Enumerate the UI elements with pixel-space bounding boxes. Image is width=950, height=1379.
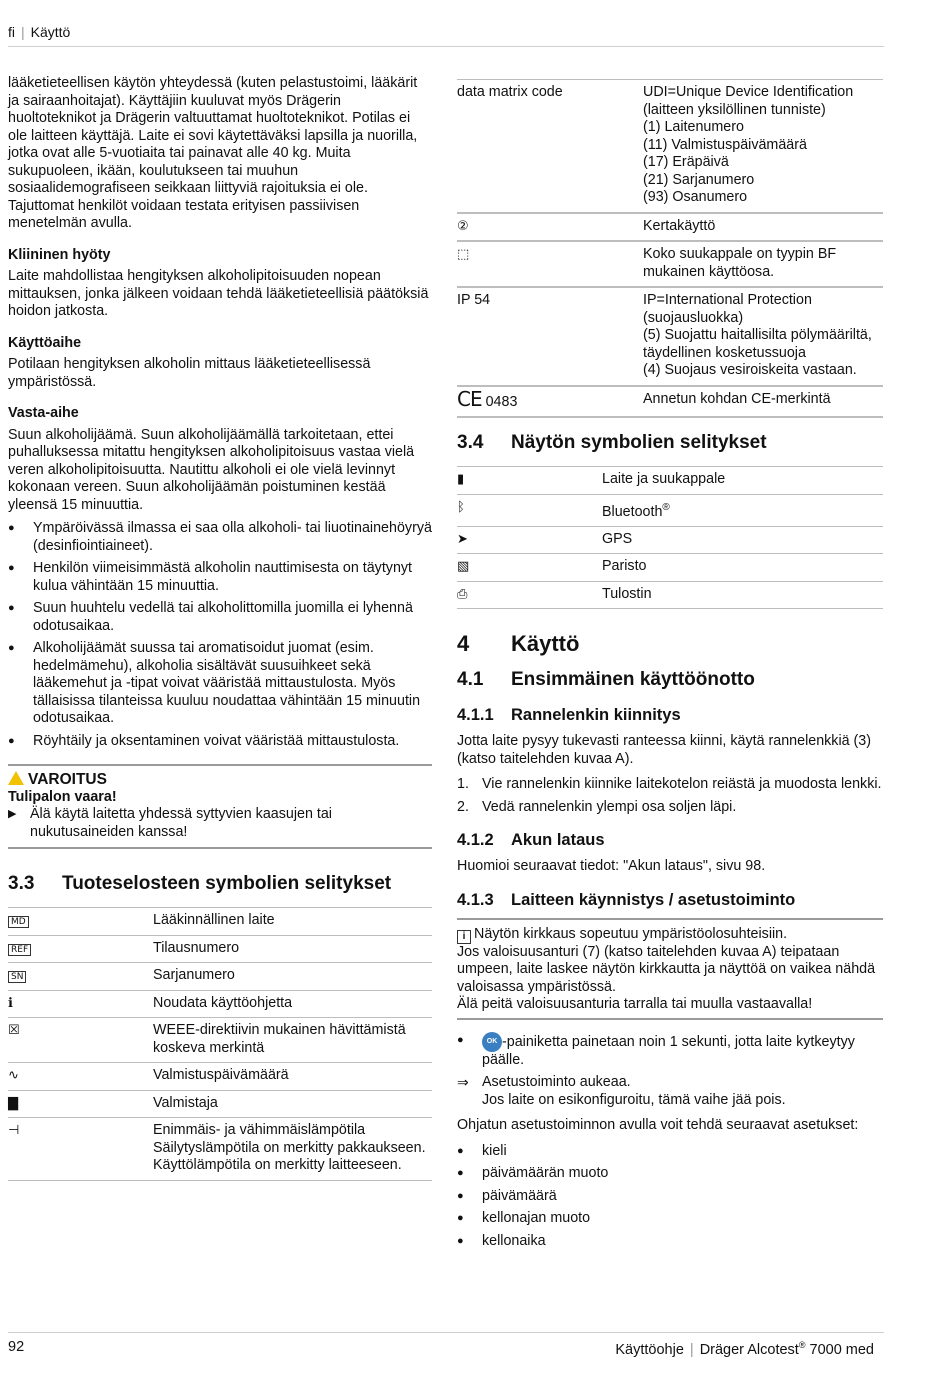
manufacture-date-icon: ∿: [8, 1068, 19, 1083]
list-item: ● Henkilön viimeisimmästä alkoholin nauttimisesta on täytynyt kulua vähintään 15 minuuttia.: [8, 560, 432, 595]
symbol-description: IP=International Protection (suojausluokka) (5) Suojattu haitallisilta pölymääriltä, täydellinen kosketussuoja (4) Suojaus vesiroiskeita vastaan.: [643, 287, 883, 386]
symbol-description: Laite ja suukappale: [602, 467, 883, 495]
result-item: ⇒ Asetustoiminto aukeaa. Jos laite on esikonfiguroitu, tämä vaihe jää pois.: [457, 1074, 883, 1109]
ce-mark: [457, 386, 643, 418]
table-row: [457, 581, 883, 609]
type-bf-icon: ⬚: [457, 247, 470, 262]
manufacturer-icon: ▇: [8, 1095, 18, 1111]
section-4-1-3-heading: 4.1.3 Laitteen käynnistys / asetustoiminto: [457, 890, 796, 909]
warning-action: ▶ Älä käytä laitetta yhdessä syttyvien kaasujen tai nukutusaineiden kanssa!: [8, 806, 432, 841]
wrist-strap-steps: [457, 776, 883, 816]
list-item: ● Röyhtäily ja oksentaminen voivat vääristää mittaustulosta.: [8, 733, 432, 751]
table-row: [457, 494, 883, 526]
right-column: [457, 79, 883, 1255]
list-item: 2. Vedä rannelenkin ylempi osa soljen läpi.: [457, 798, 737, 815]
symbol-description: GPS: [602, 526, 883, 554]
display-symbols-table: [457, 466, 883, 609]
settings-list: [457, 1143, 883, 1251]
ce-mark-icon: CE: [457, 386, 482, 411]
battery-charging-reference: Huomioi seuraavat tiedot: "Akun lataus", sivu 98.: [457, 858, 766, 875]
ce-notified-body-number: 0483: [485, 393, 518, 410]
section-4-heading: 4 Käyttö: [457, 631, 580, 657]
symbol-description: Koko suukappale on tyypin BF mukainen käyttöosa.: [643, 241, 883, 287]
ip-rating-label: IP 54: [457, 287, 643, 386]
table-row: [457, 241, 883, 287]
sn-icon: SN: [8, 971, 26, 983]
symbol-description: Tulostin: [602, 581, 883, 609]
settings-intro: Ohjatun asetustoiminnon avulla voit tehdä seuraavat asetukset:: [457, 1117, 859, 1134]
warning-box: [8, 764, 432, 849]
symbol-description: Lääkinnällinen laite: [153, 908, 432, 936]
temperature-limit-icon: ⊣: [8, 1123, 20, 1138]
footer-divider: [8, 1332, 884, 1333]
symbol-description: WEEE-direktiivin mukainen hävittämistä koskeva merkintä: [153, 1018, 432, 1063]
table-row: [457, 467, 883, 495]
symbol-description: Sarjanumero: [153, 963, 432, 991]
ok-button-icon: OK: [482, 1032, 502, 1052]
indication-heading: Käyttöaihe: [8, 334, 82, 351]
symbol-description: Kertakäyttö: [643, 213, 883, 242]
symbol-description: Noudata käyttöohjetta: [153, 990, 432, 1018]
footer-document-title: Käyttöohje | Dräger Alcotest® 7000 med: [615, 1340, 874, 1358]
page-number: 92: [8, 1339, 25, 1355]
section-3-3-heading: 3.3 Tuoteselosteen symbolien selitykset: [8, 873, 392, 894]
section-4-1-1-heading: 4.1.1 Rannelenkin kiinnitys: [457, 706, 681, 725]
list-item: ● Suun huuhtelu vedellä tai alkoholittomilla juomilla ei lyhennä odotusaikaa.: [8, 600, 432, 635]
clinical-benefit-text: Laite mahdollistaa hengityksen alkoholipitoisuuden nopean mittauksen, jonka jälkeen voidaan tehdä lääketieteellisiä päätöksiä hoidon jatkosta.: [8, 268, 429, 319]
symbol-description: Valmistaja: [153, 1090, 432, 1118]
symbol-description: Enimmäis- ja vähimmäislämpötila Säilytyslämpötila on merkitty pakkaukseen. Käyttölämpötila on merkitty laitteeseen.: [153, 1118, 432, 1181]
list-item: ● päivämäärän muoto: [457, 1165, 883, 1183]
battery-icon: ▧: [457, 559, 470, 575]
symbol-description: Annetun kohdan CE-merkintä: [643, 386, 883, 418]
md-icon: MD: [8, 916, 29, 928]
warning-triangle-icon: [8, 771, 24, 785]
symbol-description: Bluetooth®: [602, 494, 883, 526]
table-row: [8, 1090, 432, 1118]
table-row: [8, 1063, 432, 1091]
symbol-description: UDI=Unique Device Identification (laitteen yksilöllinen tunniste) (1) Laitenumero (11) Valmistuspäivämäärä (17) Eräpäivä (21) Sarjanumero (93) Osanumero: [643, 80, 883, 213]
label-symbols-table: [8, 907, 432, 1181]
list-item: ● Ympäröivässä ilmassa ei saa olla alkoholi- tai liuotinainehöyryä (desinfiointiaineet).: [8, 520, 432, 555]
table-row: [8, 1018, 432, 1063]
wrist-strap-text: Jotta laite pysyy tukevasti ranteessa kiinni, käytä rannelenkkiä (3) (katso taitelehden kuvaa A).: [457, 733, 872, 767]
info-box: [457, 918, 883, 1020]
ref-icon: REF: [8, 944, 31, 956]
section-4-1-2-heading: 4.1.2 Akun lataus: [457, 831, 605, 850]
list-item: ● kieli: [457, 1143, 883, 1161]
left-column: [8, 75, 432, 1181]
section-3-4-heading: 3.4 Näytön symbolien selitykset: [457, 432, 767, 453]
table-row: [8, 1118, 432, 1181]
table-row: [457, 554, 883, 582]
indication-text: Potilaan hengityksen alkoholin mittaus lääketieteellisessä ympäristössä.: [8, 356, 371, 390]
gps-icon: ➤: [457, 531, 468, 547]
list-item: ● Alkoholijäämät suussa tai aromatisoidut juomat (esim. hedelmämehu), alkoholia sisältävät suusuihkeet sekä lääkemehut ja -tipat voivat vääristää mittaustulosta. Myös tällaisissa tilanteissa kuuluu noudattaa vähintään 15 minuutin odotusaikaa.: [8, 640, 432, 728]
list-item: ● päivämäärä: [457, 1188, 883, 1206]
device-mouthpiece-icon: ▮: [457, 472, 465, 487]
table-row: [8, 963, 432, 991]
section-4-1-heading: 4.1 Ensimmäinen käyttöönotto: [457, 669, 755, 691]
header-section: Käyttö: [30, 24, 71, 40]
warning-subtitle: Tulipalon vaara!: [8, 788, 117, 805]
list-item: ● kellonaika: [457, 1233, 883, 1251]
list-item: ● OK -painiketta painetaan noin 1 sekunti, jotta laite kytkeytyy päälle.: [457, 1032, 883, 1070]
header-language: fi: [8, 24, 15, 40]
info-icon: i: [457, 930, 471, 944]
symbol-description: Valmistuspäivämäärä: [153, 1063, 432, 1091]
table-row: [457, 213, 883, 242]
table-row: [8, 990, 432, 1018]
warning-title: VAROITUS: [8, 770, 432, 789]
table-row: [457, 80, 883, 213]
running-header: fi | Käyttö: [8, 24, 71, 40]
contraindication-heading: Vasta-aihe: [8, 405, 79, 421]
table-row: [8, 935, 432, 963]
printer-icon: ⎙: [457, 586, 468, 602]
contraindication-text: Suun alkoholijäämä. Suun alkoholijäämällä tarkoitetaan, ettei puhalluksessa mitattu hengityksen alkoholipitoisuus vastaa vielä veren alkoholipitoisuutta. Nautittu alkoholi ei ole vielä levinnyt kokonaan vereen. Suun alkoholijäämän poistuminen kestää yleensä 15 minuuttia.: [8, 426, 415, 513]
info-text: Jos valoisuusanturi (7) (katso taitelehden kuvaa A) teipataan umpeen, laite laskee näytön kirkkautta ja näyttöä on vaikea nähdä valoisassa ympäristössä.: [457, 943, 876, 995]
info-warning: Älä peitä valoisuusanturia tarralla tai muulla vastaavalla!: [457, 996, 813, 1013]
label-symbols-table-continued: [457, 79, 883, 418]
table-row: [457, 526, 883, 554]
list-item: 1. Vie rannelenkin kiinnike laitekotelon reiästä ja muodosta lenkki.: [457, 776, 882, 793]
startup-steps: [457, 1032, 883, 1110]
clinical-benefit-heading: Kliininen hyöty: [8, 246, 111, 263]
single-use-icon: ②: [457, 218, 469, 234]
symbol-description: Paristo: [602, 554, 883, 582]
table-row: [457, 386, 883, 418]
table-row: [457, 287, 883, 386]
info-line: i Näytön kirkkaus sopeutuu ympäristöolosuhteisiin.: [457, 926, 883, 944]
data-matrix-label: data matrix code: [457, 80, 643, 213]
bluetooth-icon: ᛒ: [457, 499, 465, 515]
instructions-icon: ℹ: [8, 995, 13, 1011]
header-divider: [8, 46, 884, 47]
intro-paragraph: lääketieteellisen käytön yhteydessä (kuten pelastustoimi, lääkärit ja sairaanhoitajat). Käyttäjiin kuuluvat myös Drägerin huoltoteknikot ja Drägerin valtuuttamat huoltoteknikot. Potilas ei ole laitteen käyttäjä. Laite ei sovi käytettäväksi lapsilla ja nuorilla, jotka ovat alle 5-vuotiaita tai painavat alle 40 kg. Muita sukupuoleen, ikään, koulutukseen tai muuhun sosiaalidemografiseen seikkaan liittyviä rajoituksia ei ole. Tajuttomat henkilöt voidaan testata erityisen passiivisen menetelmän avulla.: [8, 75, 418, 231]
symbol-description: Tilausnumero: [153, 935, 432, 963]
weee-bin-icon: ☒: [8, 1023, 20, 1038]
list-item: ● kellonajan muoto: [457, 1210, 883, 1228]
contraindication-list: [8, 520, 432, 750]
table-row: [8, 908, 432, 936]
